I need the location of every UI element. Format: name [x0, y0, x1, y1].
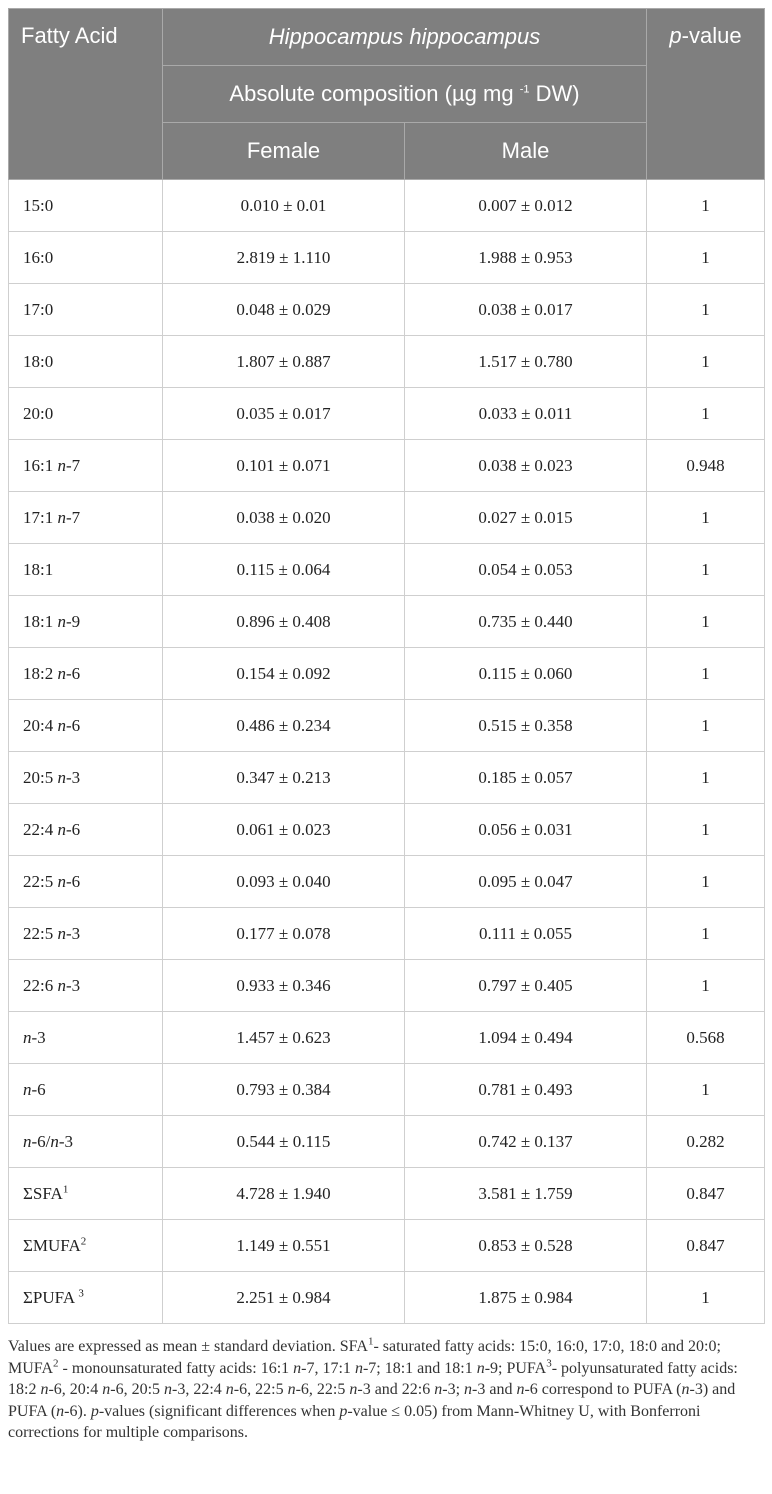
header-male: Male — [405, 123, 647, 180]
cell-p-value: 1 — [647, 908, 765, 960]
cell-male: 0.054 ± 0.053 — [405, 544, 647, 596]
fatty-acid-label-segment: n — [57, 611, 66, 631]
cell-p-value: 1 — [647, 856, 765, 908]
footnote-segment: n — [516, 1381, 525, 1398]
cell-fatty-acid — [9, 440, 163, 492]
fatty-acid-label-segment: 15:0 — [23, 195, 54, 215]
footnote-segment: n — [681, 1381, 690, 1398]
cell-p-value: 1 — [647, 180, 765, 232]
fatty-acid-label-segment: -9 — [65, 611, 81, 631]
footnote-segment: 3 — [546, 1357, 552, 1370]
cell-female: 0.061 ± 0.023 — [163, 804, 405, 856]
table-row — [9, 596, 765, 648]
table-row — [9, 804, 765, 856]
table-row — [9, 492, 765, 544]
cell-male: 1.875 ± 0.984 — [405, 1272, 647, 1324]
cell-fatty-acid — [9, 1272, 163, 1324]
cell-male: 1.988 ± 0.953 — [405, 232, 647, 284]
fatty-acid-label-segment: 22:4 — [23, 819, 58, 839]
table-row — [9, 1064, 765, 1116]
header-fatty-acid: Fatty Acid — [9, 9, 163, 180]
cell-male: 0.111 ± 0.055 — [405, 908, 647, 960]
header-p-letter: p — [669, 23, 682, 48]
fatty-acid-table — [8, 8, 765, 1324]
cell-male: 0.735 ± 0.440 — [405, 596, 647, 648]
footnote-segment: -6, 22:5 — [295, 1381, 350, 1398]
cell-male: 0.185 ± 0.057 — [405, 752, 647, 804]
header-composition-suffix: DW) — [529, 81, 580, 106]
cell-fatty-acid — [9, 752, 163, 804]
fatty-acid-label-segment: ΣMUFA — [23, 1235, 81, 1255]
fatty-acid-label-segment: 1 — [62, 1182, 69, 1195]
footnote-segment: n — [349, 1381, 358, 1398]
table-header — [9, 9, 765, 180]
fatty-acid-label-segment: -3 — [31, 1027, 46, 1047]
footnote-segment: n — [56, 1402, 65, 1420]
fatty-acid-label-segment: 17:0 — [23, 299, 54, 319]
cell-male: 1.517 ± 0.780 — [405, 336, 647, 388]
footnote-segment: p — [339, 1402, 348, 1420]
cell-p-value: 1 — [647, 1064, 765, 1116]
table-container — [8, 8, 764, 1444]
cell-fatty-acid — [9, 180, 163, 232]
header-composition-prefix: Absolute composition (µg mg — [229, 81, 520, 106]
cell-male: 0.115 ± 0.060 — [405, 648, 647, 700]
cell-p-value: 1 — [647, 336, 765, 388]
cell-p-value: 0.948 — [647, 440, 765, 492]
cell-female: 2.251 ± 0.984 — [163, 1272, 405, 1324]
cell-male: 0.038 ± 0.023 — [405, 440, 647, 492]
cell-female: 0.038 ± 0.020 — [163, 492, 405, 544]
table-row — [9, 1116, 765, 1168]
cell-p-value: 1 — [647, 648, 765, 700]
footnote-segment: -3) and PUFA ( — [8, 1381, 736, 1420]
footnote-segment: n — [464, 1381, 473, 1398]
fatty-acid-label-segment: 16:1 — [23, 455, 58, 475]
cell-female: 0.010 ± 0.01 — [163, 180, 405, 232]
header-species: Hippocampus hippocampus — [163, 9, 647, 66]
cell-fatty-acid — [9, 856, 163, 908]
fatty-acid-label-segment: 18:1 — [23, 611, 58, 631]
footnote-segment: -value ≤ 0.05) from Mann-Whitney U, with Bonferroni corrections for multiple comparisons. — [8, 1402, 701, 1441]
table-row — [9, 752, 765, 804]
cell-fatty-acid — [9, 1064, 163, 1116]
fatty-acid-label-segment: n — [57, 507, 66, 527]
cell-female: 0.093 ± 0.040 — [163, 856, 405, 908]
fatty-acid-label-segment: 22:5 — [23, 871, 58, 891]
cell-male: 0.095 ± 0.047 — [405, 856, 647, 908]
cell-male: 0.515 ± 0.358 — [405, 700, 647, 752]
cell-fatty-acid — [9, 1116, 163, 1168]
cell-p-value: 0.282 — [647, 1116, 765, 1168]
fatty-acid-label-segment: ΣPUFA — [23, 1287, 79, 1307]
fatty-acid-label-segment: n — [57, 923, 66, 943]
footnote-segment: -7, 17:1 — [301, 1359, 355, 1377]
fatty-acid-label-segment: 17:1 — [23, 507, 58, 527]
cell-male: 0.027 ± 0.015 — [405, 492, 647, 544]
cell-fatty-acid — [9, 960, 163, 1012]
fatty-acid-label-segment: -6 — [65, 819, 81, 839]
cell-p-value: 1 — [647, 1272, 765, 1324]
table-row — [9, 960, 765, 1012]
footnote-segment: -6, 20:4 — [48, 1381, 103, 1398]
cell-fatty-acid — [9, 648, 163, 700]
footnote-segment: -3; — [442, 1381, 465, 1398]
footnote-segment: n — [225, 1381, 234, 1398]
cell-p-value: 0.568 — [647, 1012, 765, 1064]
fatty-acid-label-segment: n — [57, 767, 66, 787]
table-row — [9, 1168, 765, 1220]
footnote-segment: p — [90, 1402, 99, 1420]
fatty-acid-label-segment: -7 — [65, 507, 81, 527]
cell-p-value: 1 — [647, 596, 765, 648]
cell-female: 1.457 ± 0.623 — [163, 1012, 405, 1064]
footnote-segment: -6, 22:5 — [233, 1381, 288, 1398]
cell-fatty-acid — [9, 700, 163, 752]
fatty-acid-label-segment: 2 — [80, 1234, 87, 1247]
cell-fatty-acid — [9, 1168, 163, 1220]
table-row — [9, 648, 765, 700]
fatty-acid-label-segment: -7 — [65, 455, 81, 475]
fatty-acid-label-segment: -3 — [65, 767, 81, 787]
cell-male: 0.781 ± 0.493 — [405, 1064, 647, 1116]
footnote-segment: n — [287, 1381, 296, 1398]
fatty-acid-label-segment: -6 — [31, 1079, 46, 1099]
cell-female: 0.177 ± 0.078 — [163, 908, 405, 960]
cell-female: 0.896 ± 0.408 — [163, 596, 405, 648]
fatty-acid-label-segment: n — [23, 1027, 32, 1047]
footnote-segment: n — [102, 1381, 111, 1398]
fatty-acid-label-segment: -6 — [65, 663, 81, 683]
cell-fatty-acid — [9, 388, 163, 440]
fatty-acid-label-segment: 20:5 — [23, 767, 58, 787]
cell-male: 0.853 ± 0.528 — [405, 1220, 647, 1272]
table-body — [9, 180, 765, 1324]
fatty-acid-label-segment: 22:6 — [23, 975, 58, 995]
footnote-segment: n — [164, 1381, 173, 1398]
fatty-acid-label-segment: -6 — [65, 715, 81, 735]
cell-female: 0.154 ± 0.092 — [163, 648, 405, 700]
cell-male: 0.007 ± 0.012 — [405, 180, 647, 232]
fatty-acid-label-segment: 16:0 — [23, 247, 54, 267]
fatty-acid-label-segment: -6/ — [31, 1131, 51, 1151]
footnote-segment: n — [476, 1359, 485, 1377]
fatty-acid-label-segment: n — [57, 819, 66, 839]
cell-fatty-acid — [9, 596, 163, 648]
table-row — [9, 1012, 765, 1064]
footnote-segment: -7; 18:1 and 18:1 — [362, 1359, 477, 1377]
footnote-segment: Values are expressed as mean ± standard deviation. SFA — [8, 1338, 368, 1355]
cell-male: 0.038 ± 0.017 — [405, 284, 647, 336]
footnote-segment: -3 and — [472, 1381, 517, 1398]
table-row — [9, 544, 765, 596]
fatty-acid-label-segment: 3 — [78, 1286, 84, 1299]
cell-female: 0.115 ± 0.064 — [163, 544, 405, 596]
footnote-segment: n — [434, 1381, 443, 1398]
cell-p-value: 1 — [647, 804, 765, 856]
cell-fatty-acid — [9, 544, 163, 596]
fatty-acid-label-segment: n — [57, 871, 66, 891]
footnote-segment: -6, 20:5 — [110, 1381, 165, 1398]
cell-p-value: 0.847 — [647, 1168, 765, 1220]
fatty-acid-label-segment: 22:5 — [23, 923, 58, 943]
header-composition — [163, 66, 647, 123]
fatty-acid-label-segment: 20:0 — [23, 403, 54, 423]
cell-female: 1.149 ± 0.551 — [163, 1220, 405, 1272]
footnote-segment: -3 and 22:6 — [357, 1381, 435, 1398]
cell-female: 0.486 ± 0.234 — [163, 700, 405, 752]
cell-female: 0.544 ± 0.115 — [163, 1116, 405, 1168]
table-row — [9, 284, 765, 336]
footnote-segment: 2 — [53, 1357, 59, 1370]
footnote-segment: n — [293, 1359, 302, 1377]
header-p-suffix: -value — [681, 23, 742, 48]
cell-fatty-acid — [9, 284, 163, 336]
fatty-acid-label-segment: n — [57, 975, 66, 995]
table-row — [9, 180, 765, 232]
cell-female: 2.819 ± 1.110 — [163, 232, 405, 284]
cell-fatty-acid — [9, 492, 163, 544]
footnote-segment: -6). — [64, 1402, 91, 1420]
cell-female: 4.728 ± 1.940 — [163, 1168, 405, 1220]
cell-p-value: 1 — [647, 388, 765, 440]
table-row — [9, 856, 765, 908]
cell-p-value: 1 — [647, 752, 765, 804]
table-row — [9, 232, 765, 284]
fatty-acid-label-segment: ΣSFA — [23, 1183, 63, 1203]
cell-female: 0.048 ± 0.029 — [163, 284, 405, 336]
cell-male: 0.033 ± 0.011 — [405, 388, 647, 440]
cell-female: 0.933 ± 0.346 — [163, 960, 405, 1012]
cell-female: 0.035 ± 0.017 — [163, 388, 405, 440]
fatty-acid-label-segment: n — [57, 715, 66, 735]
header-composition-sup: -1 — [519, 83, 530, 96]
footnote-segment: -9; PUFA — [484, 1359, 547, 1377]
header-p-value — [647, 9, 765, 180]
footnote-segment: n — [40, 1381, 49, 1398]
cell-p-value: 1 — [647, 544, 765, 596]
fatty-acid-label-segment: -3 — [65, 923, 81, 943]
cell-male: 0.056 ± 0.031 — [405, 804, 647, 856]
cell-female: 0.793 ± 0.384 — [163, 1064, 405, 1116]
footnote-segment: -values (significant differences when — [98, 1402, 340, 1420]
cell-male: 0.797 ± 0.405 — [405, 960, 647, 1012]
fatty-acid-label-segment: -3 — [65, 975, 81, 995]
cell-female: 1.807 ± 0.887 — [163, 336, 405, 388]
cell-fatty-acid — [9, 232, 163, 284]
footnote-segment: n — [354, 1359, 363, 1377]
table-row — [9, 388, 765, 440]
cell-female: 0.101 ± 0.071 — [163, 440, 405, 492]
cell-p-value: 1 — [647, 960, 765, 1012]
cell-male: 3.581 ± 1.759 — [405, 1168, 647, 1220]
cell-p-value: 1 — [647, 284, 765, 336]
footnote-segment: - monounsaturated fatty acids: 16:1 — [58, 1359, 294, 1377]
fatty-acid-label-segment: -3 — [58, 1131, 74, 1151]
cell-fatty-acid — [9, 1012, 163, 1064]
cell-fatty-acid — [9, 336, 163, 388]
fatty-acid-label-segment: n — [23, 1131, 32, 1151]
fatty-acid-label-segment: 18:0 — [23, 351, 54, 371]
cell-fatty-acid — [9, 908, 163, 960]
cell-p-value: 1 — [647, 700, 765, 752]
fatty-acid-label-segment: 20:4 — [23, 715, 58, 735]
cell-p-value: 1 — [647, 232, 765, 284]
footnote-segment: 1 — [367, 1335, 374, 1348]
fatty-acid-label-segment: n — [57, 455, 66, 475]
fatty-acid-label-segment: 18:2 — [23, 663, 58, 683]
fatty-acid-label-segment: n — [57, 663, 66, 683]
footnote-segment: - saturated fatty acids: 15:0, 16:0, 17:0, 18:0 and 20:0; MUFA — [8, 1338, 721, 1377]
table-row — [9, 700, 765, 752]
table-footnote — [8, 1336, 764, 1444]
cell-fatty-acid — [9, 1220, 163, 1272]
footnote-segment: -6 correspond to PUFA ( — [524, 1381, 682, 1398]
cell-fatty-acid — [9, 804, 163, 856]
footnote-segment: - polyunsaturated fatty acids: 18:2 — [8, 1359, 738, 1398]
cell-p-value: 1 — [647, 492, 765, 544]
fatty-acid-label-segment: -6 — [65, 871, 81, 891]
table-row — [9, 908, 765, 960]
cell-p-value: 0.847 — [647, 1220, 765, 1272]
fatty-acid-label-segment: n — [23, 1079, 32, 1099]
cell-female: 0.347 ± 0.213 — [163, 752, 405, 804]
cell-male: 0.742 ± 0.137 — [405, 1116, 647, 1168]
table-row — [9, 440, 765, 492]
header-female: Female — [163, 123, 405, 180]
footnote-segment: -3, 22:4 — [172, 1381, 226, 1398]
table-row — [9, 1220, 765, 1272]
fatty-acid-label-segment: 18:1 — [23, 559, 54, 579]
cell-male: 1.094 ± 0.494 — [405, 1012, 647, 1064]
fatty-acid-label-segment: n — [50, 1131, 59, 1151]
table-row — [9, 336, 765, 388]
table-row — [9, 1272, 765, 1324]
